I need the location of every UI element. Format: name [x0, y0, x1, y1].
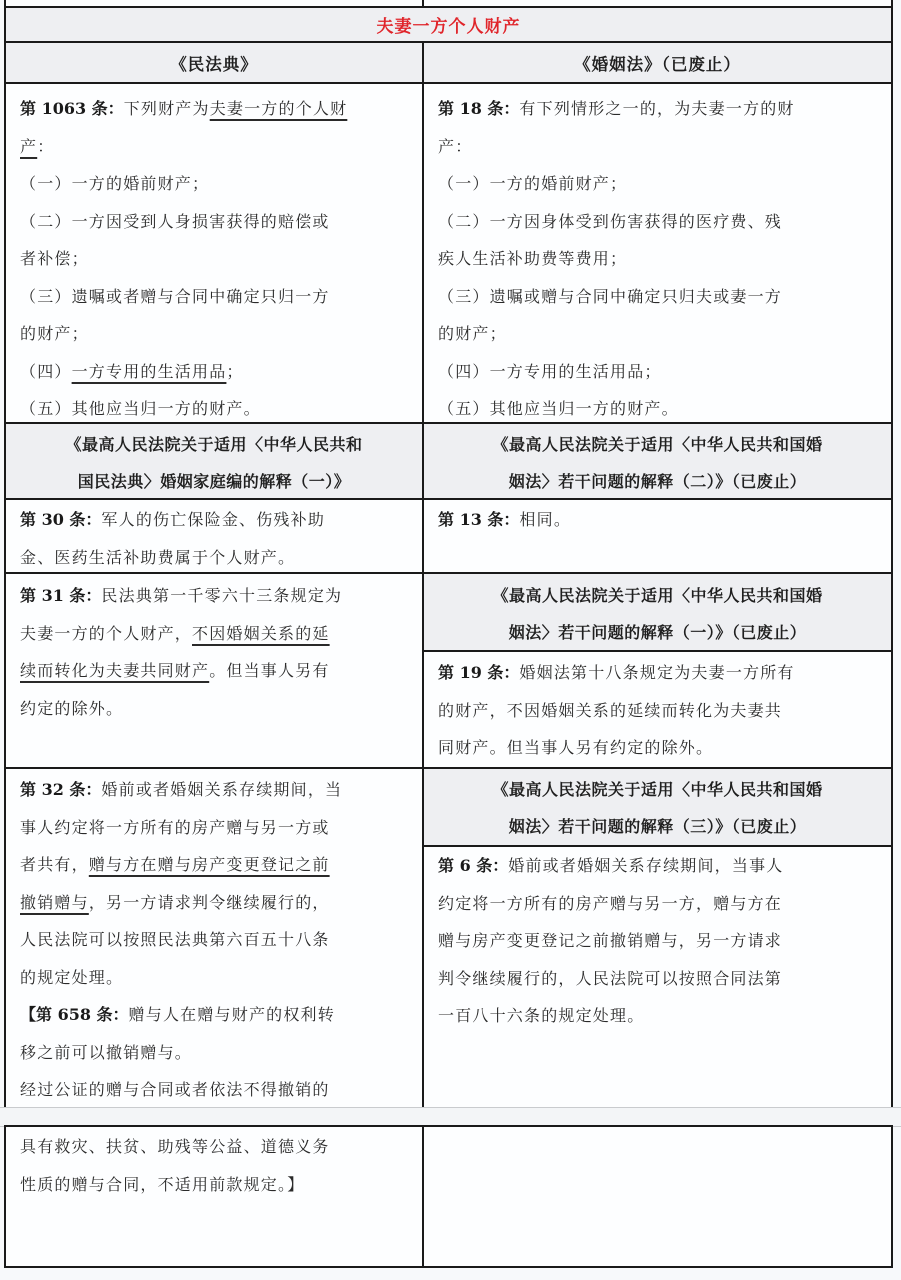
text: 有下列情形之一的，为夫妻一方的财 [519, 99, 795, 118]
text-line: （三）遗嘱或者赠与合同中确定只归一方 [20, 286, 330, 306]
header-line: 姻法〉若干问题的解释（一）》（已废止） [508, 623, 807, 642]
article-13-cell [422, 498, 893, 574]
text-line: 经过公证的赠与合同或者依法不得撤销的 [20, 1080, 330, 1099]
section-title-row [4, 6, 893, 43]
text-line: 具有救灾、扶贫、助残等公益、道德义务 [20, 1137, 330, 1156]
text: （四） [20, 361, 72, 381]
text-line: 人民法院可以按照民法典第六百五十八条 [20, 930, 330, 949]
underlined-text: 产 [20, 136, 38, 156]
underlined-text: 一方专用的生活用品 [71, 361, 227, 381]
text-line: 疾人生活补助费等费用； [438, 249, 628, 268]
header-line: 《最高人民法院关于适用〈中华人民共和国婚 [492, 435, 823, 454]
text-line: 金、医药生活补助费属于个人财产。 [20, 547, 296, 567]
text-line: 约定将一方所有的房产赠与另一方，赠与方在 [438, 893, 783, 913]
column-header-right [422, 41, 893, 84]
interpretation-3-header [422, 767, 893, 847]
marriage-law-header: 《婚姻法》（已废止） [574, 54, 741, 74]
article-number: 第 19 条： [438, 663, 520, 682]
header-line: 姻法〉若干问题的解释（二）》（已废止） [508, 472, 807, 491]
interpretation-header-right [422, 422, 893, 500]
text-line: 的财产； [20, 324, 89, 343]
article-number: 第 31 条： [20, 586, 102, 605]
text-line: 者补偿； [20, 249, 89, 268]
text-line: 移之前可以撤销赠与。 [20, 1042, 193, 1062]
article-number: 第 1063 条： [20, 99, 124, 118]
text: 婚前或者婚姻关系存续期间，当事人 [508, 856, 784, 875]
article-number: 第 6 条： [438, 856, 509, 875]
text: 婚前或者婚姻关系存续期间，当 [101, 780, 343, 799]
text: ，另一方请求判令继续履行的， [88, 892, 330, 912]
article-6-cell [422, 845, 893, 1109]
text: ： [37, 136, 55, 156]
header-line: 国民法典〉婚姻家庭编的解释（一）》 [77, 472, 351, 491]
text-line: （一）一方的婚前财产； [20, 174, 210, 193]
article-number: 第 32 条： [20, 780, 102, 799]
underlined-text: 续而转化为夫妻共同财产 [20, 661, 210, 680]
page-break [0, 1107, 901, 1127]
underlined-text: 不因婚姻关系的延 [192, 623, 330, 643]
underlined-text: 撤销赠与 [20, 892, 89, 912]
text-line: （五）其他应当归一方的财产。 [20, 399, 261, 418]
text-line: 的财产，不因婚姻关系的延续而转化为夫妻共 [438, 700, 783, 720]
text-line: 赠与房产变更登记之前撤销赠与，另一方请求 [438, 931, 783, 950]
text-line: （三）遗嘱或赠与合同中确定只归夫或妻一方 [438, 286, 783, 306]
text-line: 一百八十六条的规定处理。 [438, 1006, 645, 1025]
continuation-left-cell [4, 1125, 424, 1268]
text-line: （二）一方因身体受到伤害获得的医疗费、残 [438, 211, 783, 231]
text: 夫妻一方的个人财产， [20, 623, 193, 643]
text-line: 同财产。但当事人另有约定的除外。 [438, 738, 714, 757]
text-line: 判令继续履行的，人民法院可以按照合同法第 [438, 968, 783, 988]
underlined-text: 夫妻一方的个人财 [209, 99, 348, 118]
text-line: （四）一方专用的生活用品； [438, 361, 662, 381]
underlined-text: 赠与方在赠与房产变更登记之前 [88, 855, 330, 874]
header-line: 《最高人民法院关于适用〈中华人民共和 [65, 435, 363, 454]
text-line: 事人约定将一方所有的房产赠与另一方或 [20, 817, 330, 837]
text: 民法典第一千零六十三条规定为 [101, 586, 343, 605]
text: 下列财产为 [123, 99, 210, 118]
text: 赠与人在赠与财产的权利转 [128, 1005, 335, 1024]
text-line: （二）一方因受到人身损害获得的赔偿或 [20, 211, 330, 231]
text: ； [226, 361, 244, 381]
article-number: 第 13 条： [438, 510, 520, 529]
article-30-cell [4, 498, 424, 574]
text-line: 的规定处理。 [20, 967, 124, 987]
text-line: 性质的赠与合同，不适用前款规定。】 [20, 1174, 305, 1194]
interpretation-1-header [422, 572, 893, 652]
column-header-left [4, 41, 424, 84]
text: 军人的伤亡保险金、伤残补助 [101, 510, 326, 529]
civil-code-header: 《民法典》 [170, 54, 258, 74]
text-line: 约定的除外。 [20, 698, 124, 718]
header-line: 《最高人民法院关于适用〈中华人民共和国婚 [492, 586, 823, 605]
text: 婚姻法第十八条规定为夫妻一方所有 [519, 663, 795, 682]
header-line: 姻法〉若干问题的解释（三）》（已废止） [508, 817, 807, 836]
text-line: 的财产； [438, 324, 507, 343]
article-1063-cell [4, 82, 424, 424]
text-line: （五）其他应当归一方的财产。 [438, 399, 679, 418]
text: 。但当事人另有 [209, 661, 330, 680]
text: 相同。 [519, 510, 572, 529]
article-number: 第 30 条： [20, 510, 102, 529]
section-title: 夫妻一方个人财产 [376, 17, 521, 37]
interpretation-header-left [4, 422, 424, 500]
header-line: 《最高人民法院关于适用〈中华人民共和国婚 [492, 780, 823, 799]
article-number: 第 18 条： [438, 99, 520, 118]
article-19-cell [422, 650, 893, 769]
article-31-cell [4, 572, 424, 769]
text-line: 产： [438, 136, 473, 156]
article-18-cell [422, 82, 893, 424]
note-article-number: 【第 658 条： [20, 1005, 129, 1024]
continuation-right-cell [422, 1125, 893, 1268]
text: 者共有， [20, 855, 89, 874]
text-line: （一）一方的婚前财产； [438, 174, 628, 193]
article-32-cell [4, 767, 424, 1109]
